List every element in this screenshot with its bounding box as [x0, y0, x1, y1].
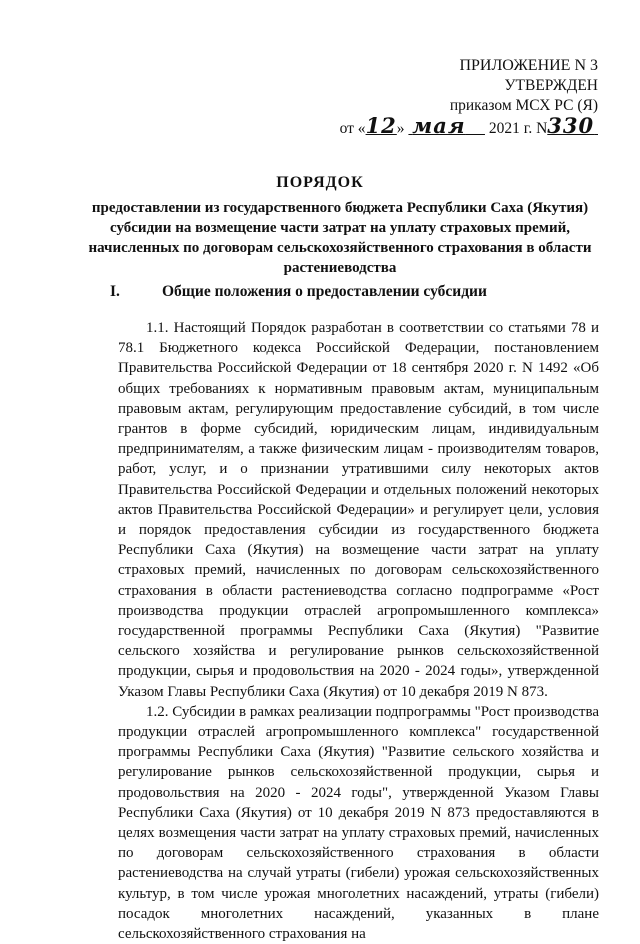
- section-heading: [110, 283, 487, 301]
- document-title: ПОРЯДОК: [276, 174, 364, 191]
- paragraph-1-1: 1.1. Настоящий Порядок разработан в соответствии со статьями 78 и 78.1 Бюджетного кодекса Российской Федерации, постановлением Правительства Российской Федерации от 18 сентября 2020 г. N 1492 «Об общих требованиях к нормативным правовым актам, муниципальным правовым актам, регулирующим предоставление субсидий, в том числе грантов в форме субсидий, юридическим лицам, индивидуальным предпринимателям, а также физическим лицам - производителям товаров, работ, услуг, и о признании утратившими силу некоторых актов Правительства Российской Федерации и отдельных положений некоторых актов Правительства Российской Федерации» и регулирует цели, условия и порядок предоставления субсидии из государственного бюджета Республики Саха (Якутия) на возмещение части затрат на уплату страховых премий, начисленных по договорам сельскохозяйственного страхования в области растениеводства согласно подпрограмме «Рост производства продукции отраслей агропромышленного комплекса» государственной программы Республики Саха (Якутия) "Развитие сельского хозяйства и регулирование рынков сельскохозяйственной продукции, сырья и продовольствия на 2020 - 2024 годы», утвержденной Указом Главы Республики Саха (Якутия) от 10 декабря 2019 N 873.: [118, 320, 599, 700]
- appendix-number: ПРИЛОЖЕНИЕ N 3: [459, 57, 598, 74]
- document-subtitle: предоставлении из государственного бюджета Республики Саха (Якутия) субсидии на возмещение части затрат на уплату страховых премий, начисленных по договорам сельскохозяйственного страхования в области растениеводства: [88, 200, 592, 276]
- paragraph-1-2: 1.2. Субсидии в рамках реализации подпрограммы "Рост производства продукции отраслей агропромышленного комплекса" государственной программы Республики Саха (Якутия) "Развитие сельского хозяйства и регулирование рынков сельскохозяйственной продукции, сырья и продовольствия на 2020 - 2024 годы", утвержденной Указом Главы Республики Саха (Якутия) от 10 декабря 2019 N 873 предоставляются в целях возмещения части затрат на уплату страховых премий, начисленных по договорам сельскохозяйственного страхования в области растениеводства на случай утраты (гибели) урожая сельскохозяйственных культур, в том числе урожая многолетних насаждений, утраты (гибели) посадок многолетних насаждений, указанных в плане сельскохозяйственного страхования на: [118, 703, 599, 943]
- date-prefix: от «: [339, 120, 366, 137]
- approval-stamp-block: [340, 56, 598, 139]
- section-title: Общие положения о предоставлении субсидии: [162, 283, 487, 300]
- date-mid: »: [396, 120, 405, 137]
- date-year: 2021 г. N: [488, 120, 548, 137]
- date-month-handwritten: мая: [412, 113, 466, 138]
- order-number-handwritten: 330: [547, 113, 595, 138]
- order-issuer: приказом МСХ РС (Я): [449, 97, 598, 114]
- approved-label: УТВЕРЖДЕН: [504, 77, 598, 94]
- order-date-line: [339, 113, 598, 139]
- section-number: I.: [110, 283, 120, 300]
- date-day-handwritten: 12: [365, 113, 397, 138]
- document-body: [118, 318, 599, 944]
